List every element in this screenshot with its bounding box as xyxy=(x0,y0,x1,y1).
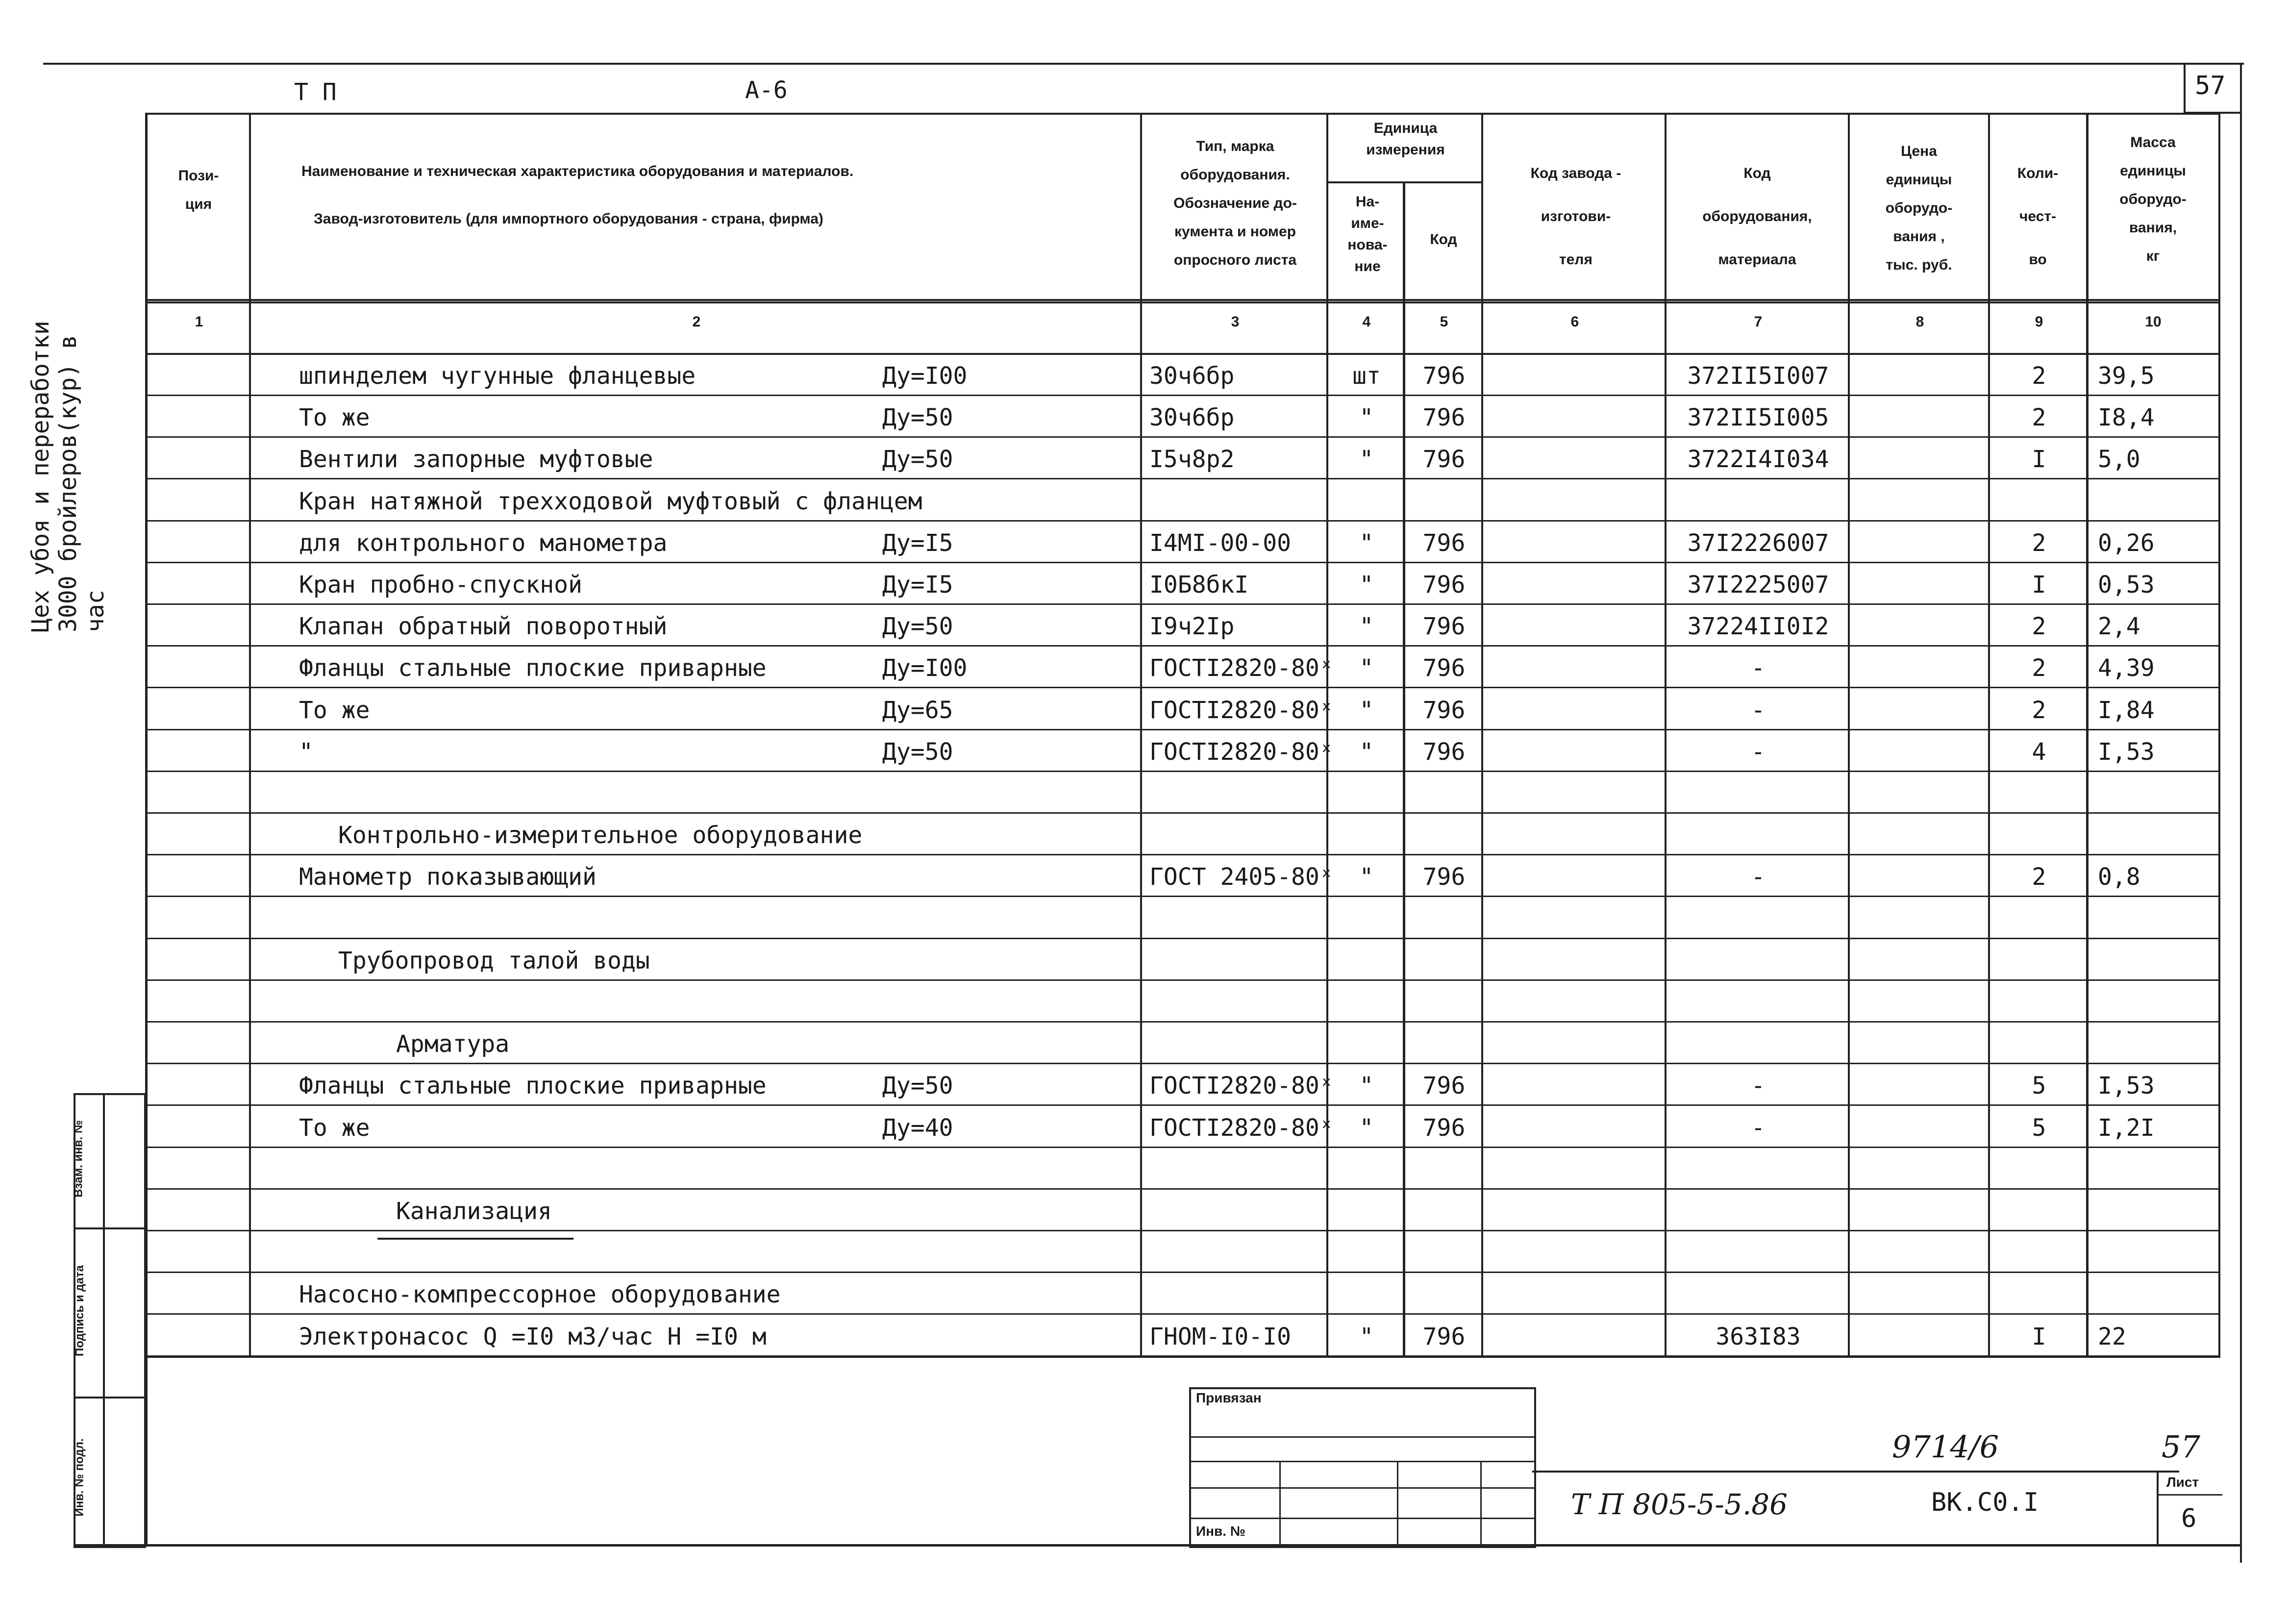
item-unit xyxy=(1328,1277,1405,1314)
item-mass xyxy=(2098,1277,2215,1314)
col-num-9: 9 xyxy=(2035,314,2043,330)
item-unit-code: 796 xyxy=(1422,446,1466,473)
item-dn: Ду=50 xyxy=(882,404,953,431)
item-name: Трубопровод талой воды xyxy=(338,947,650,974)
item-material-code: 363I83 xyxy=(1716,1323,1801,1350)
item-name: Фланцы стальные плоские приварные xyxy=(299,654,767,682)
item-type xyxy=(1149,902,1336,939)
item-unit xyxy=(1328,985,1405,1022)
item-material-code xyxy=(1666,944,1850,980)
col-name-header-a: Наименование и техническая характеристика оборудования и материалов. xyxy=(301,163,854,179)
item-dn: Ду=50 xyxy=(882,1072,953,1099)
item-qty xyxy=(1990,818,2088,855)
item-unit-code: 796 xyxy=(1422,404,1466,431)
item-unit: " xyxy=(1359,613,1374,640)
item-unit-code: 796 xyxy=(1422,738,1466,766)
item-mass xyxy=(2098,902,2215,939)
item-material-code: 37I2225007 xyxy=(1687,571,1829,599)
item-name xyxy=(299,985,912,1022)
item-unit-code: 796 xyxy=(1422,1072,1466,1099)
item-unit-code xyxy=(1405,902,1483,939)
item-type: I4МI-00-00 xyxy=(1149,529,1291,557)
item-material-code: - xyxy=(1751,697,1766,724)
item-material-code xyxy=(1666,1152,1850,1189)
item-mass: 22 xyxy=(2098,1323,2126,1350)
item-qty xyxy=(1990,944,2088,980)
item-name: Фланцы стальные плоские приварные xyxy=(299,1072,767,1099)
item-unit: " xyxy=(1359,1072,1374,1099)
item-qty: 2 xyxy=(2032,404,2046,431)
item-dn: Ду=50 xyxy=(882,738,953,766)
item-unit-code xyxy=(1405,1194,1483,1231)
item-qty xyxy=(1990,776,2088,813)
item-unit-code xyxy=(1405,1027,1483,1064)
item-unit xyxy=(1328,944,1405,980)
col-unit-name-header: На- име- нова- ние xyxy=(1347,194,1388,275)
col-mass-header: Масса единицы оборудо- вания, кг xyxy=(2119,134,2187,264)
item-dn xyxy=(882,902,1010,939)
item-qty: 2 xyxy=(2032,529,2046,557)
item-unit-code xyxy=(1405,985,1483,1022)
col-num-3: 3 xyxy=(1231,314,1240,330)
album-number: 9714/6 xyxy=(1892,1429,1999,1465)
item-dn: Ду=50 xyxy=(882,613,953,640)
item-qty xyxy=(1990,1152,2088,1189)
item-unit-code: 796 xyxy=(1422,863,1466,891)
item-mass: 2,4 xyxy=(2098,613,2140,640)
item-qty: 2 xyxy=(2032,362,2046,390)
item-dn: Ду=40 xyxy=(882,1114,953,1142)
item-material-code xyxy=(1666,902,1850,939)
item-unit-code: 796 xyxy=(1422,613,1466,640)
item-mass: 0,8 xyxy=(2098,863,2140,891)
item-material-code xyxy=(1666,484,1850,521)
item-mass: 5,0 xyxy=(2098,446,2140,473)
item-dn: Ду=I00 xyxy=(882,362,968,390)
item-material-code: 37224II0I2 xyxy=(1687,613,1829,640)
col-num-5: 5 xyxy=(1440,314,1448,330)
item-type xyxy=(1149,1277,1336,1314)
item-mass: 4,39 xyxy=(2098,654,2155,682)
item-name: Манометр показывающий xyxy=(299,863,597,891)
item-qty xyxy=(1990,902,2088,939)
item-dn: Ду=I5 xyxy=(882,529,953,557)
item-unit-code: 796 xyxy=(1422,697,1466,724)
item-qty: 2 xyxy=(2032,654,2046,682)
item-unit: " xyxy=(1359,446,1374,473)
item-material-code: 37I2226007 xyxy=(1687,529,1829,557)
item-unit-code: 796 xyxy=(1422,362,1466,390)
item-qty xyxy=(1990,1236,2088,1273)
col-name-header-b: Завод-изготовитель (для импортного оборудования - страна, фирма) xyxy=(314,211,823,227)
side-title-line-1: Цех убоя и переработки xyxy=(27,321,54,632)
col-unit-header: Единица измерения xyxy=(1366,120,1445,158)
item-unit xyxy=(1328,902,1405,939)
item-type: I5ч8р2 xyxy=(1149,446,1235,473)
item-material-code: 372II5I005 xyxy=(1687,404,1829,431)
item-name: Насосно-компрессорное оборудование xyxy=(299,1281,781,1308)
designation: Т П 805-5-5.86 xyxy=(1571,1488,1788,1521)
item-material-code: - xyxy=(1751,1072,1766,1099)
item-unit-code: 796 xyxy=(1422,529,1466,557)
item-type xyxy=(1149,484,1336,521)
item-mass xyxy=(2098,484,2215,521)
series-label: Т П xyxy=(294,78,337,106)
item-qty: I xyxy=(2032,1323,2046,1350)
item-qty xyxy=(1990,1194,2088,1231)
item-name: Вентили запорные муфтовые xyxy=(299,446,653,473)
item-name xyxy=(299,1236,912,1273)
item-name xyxy=(299,1152,912,1189)
item-dn xyxy=(882,1152,1010,1189)
col-num-6: 6 xyxy=(1570,314,1579,330)
item-unit: " xyxy=(1359,1114,1374,1142)
item-name: Контрольно-измерительное оборудование xyxy=(338,822,863,849)
item-name: Кран пробно-спускной xyxy=(299,571,582,599)
item-mass xyxy=(2098,1027,2215,1064)
item-type: ГОСТI2820-80ˣ xyxy=(1149,1114,1334,1142)
item-unit: " xyxy=(1359,863,1374,891)
item-material-code xyxy=(1666,1194,1850,1231)
item-type xyxy=(1149,944,1336,980)
item-unit: " xyxy=(1359,529,1374,557)
item-type: ГОСТ 2405-80ˣ xyxy=(1149,863,1334,891)
bound-label: Привязан xyxy=(1196,1390,1262,1405)
item-mass: I,2I xyxy=(2098,1114,2155,1142)
item-material-code xyxy=(1666,776,1850,813)
item-qty: I xyxy=(2032,571,2046,599)
inv-label: Инв. № xyxy=(1196,1524,1246,1539)
item-dn xyxy=(882,944,1010,980)
item-unit xyxy=(1328,1027,1405,1064)
item-type xyxy=(1149,1152,1336,1189)
col-num-10: 10 xyxy=(2145,314,2162,330)
item-material-code xyxy=(1666,1236,1850,1273)
item-unit: " xyxy=(1359,404,1374,431)
item-unit-code xyxy=(1405,944,1483,980)
item-qty xyxy=(1990,484,2088,521)
item-material-code: - xyxy=(1751,863,1766,891)
item-type xyxy=(1149,1236,1336,1273)
item-name: " xyxy=(299,738,313,766)
item-dn xyxy=(882,1194,1010,1231)
item-material-code: 3722I4I034 xyxy=(1687,446,1829,473)
item-qty: I xyxy=(2032,446,2046,473)
item-material-code: 372II5I007 xyxy=(1687,362,1829,390)
item-mass: 0,26 xyxy=(2098,529,2155,557)
item-type xyxy=(1149,776,1336,813)
item-type: I9ч2Iр xyxy=(1149,613,1235,640)
item-unit-code xyxy=(1405,1236,1483,1273)
item-unit-code xyxy=(1405,776,1483,813)
item-dn xyxy=(882,818,1010,855)
item-material-code xyxy=(1666,1277,1850,1314)
item-mass xyxy=(2098,776,2215,813)
item-qty: 5 xyxy=(2032,1072,2046,1099)
item-mass: I8,4 xyxy=(2098,404,2155,431)
item-mass xyxy=(2098,1194,2215,1231)
item-unit: шт xyxy=(1352,362,1381,390)
col-num-4: 4 xyxy=(1362,314,1371,330)
item-material-code: - xyxy=(1751,1114,1766,1142)
item-mass: 0,53 xyxy=(2098,571,2155,599)
item-unit xyxy=(1328,1236,1405,1273)
item-material-code xyxy=(1666,985,1850,1022)
item-type: ГНОМ-I0-I0 xyxy=(1149,1323,1291,1350)
item-type xyxy=(1149,1027,1336,1064)
col-num-1: 1 xyxy=(195,314,203,330)
item-dn xyxy=(882,985,1010,1022)
item-mass: 39,5 xyxy=(2098,362,2155,390)
item-name: Кран натяжной трехходовой муфтовый с фланцем xyxy=(299,488,922,515)
item-unit-code: 796 xyxy=(1422,571,1466,599)
item-unit xyxy=(1328,1152,1405,1189)
item-dn xyxy=(882,1277,1010,1314)
item-type: ГОСТI2820-80ˣ xyxy=(1149,738,1334,766)
item-unit-code xyxy=(1405,1277,1483,1314)
item-mass xyxy=(2098,944,2215,980)
item-type xyxy=(1149,985,1336,1022)
item-dn xyxy=(882,860,1010,897)
item-dn: Ду=50 xyxy=(882,446,953,473)
item-unit xyxy=(1328,776,1405,813)
frame-bottom xyxy=(74,1544,2242,1547)
col-maker-code-header: Код завода - изготови- теля xyxy=(1530,165,1621,268)
item-dn: Ду=I00 xyxy=(882,654,968,682)
item-unit xyxy=(1328,1194,1405,1231)
canalization-underline xyxy=(377,1238,573,1240)
item-unit xyxy=(1328,484,1405,521)
item-qty xyxy=(1990,1027,2088,1064)
item-mass: I,84 xyxy=(2098,697,2155,724)
item-name: То же xyxy=(299,1114,370,1142)
col-num-2: 2 xyxy=(692,314,701,330)
item-mass xyxy=(2098,818,2215,855)
page-number-top: 57 xyxy=(2195,71,2226,100)
item-mass: I,53 xyxy=(2098,1072,2155,1099)
col-position-header: Пози- ция xyxy=(178,168,219,212)
item-unit: " xyxy=(1359,654,1374,682)
item-type: 30ч6бр xyxy=(1149,404,1235,431)
item-mass xyxy=(2098,985,2215,1022)
item-type: ГОСТI2820-80ˣ xyxy=(1149,1072,1334,1099)
item-dn xyxy=(882,1320,1010,1356)
doc-code: ВК.С0.I xyxy=(1931,1488,2039,1517)
item-qty: 5 xyxy=(2032,1114,2046,1142)
item-name: Канализация xyxy=(396,1198,552,1225)
item-qty: 2 xyxy=(2032,863,2046,891)
col-qty-header: Коли- чест- во xyxy=(2017,165,2059,268)
col-type-header: Тип, марка оборудования. Обозначение до- кумента и номер опросного листа xyxy=(1173,138,1297,268)
item-name xyxy=(299,902,912,939)
item-name: То же xyxy=(299,404,370,431)
item-unit-code: 796 xyxy=(1422,654,1466,682)
item-dn: Ду=65 xyxy=(882,697,953,724)
album-label: А-6 xyxy=(745,76,788,104)
table-bottom xyxy=(145,1355,2220,1358)
col-num-7: 7 xyxy=(1754,314,1763,330)
item-unit-code: 796 xyxy=(1422,1114,1466,1142)
side-field-sign: Подпись и дата xyxy=(73,1265,86,1356)
item-name: шпинделем чугунные фланцевые xyxy=(299,362,696,390)
side-title-line-2: 3000 бройлеров(кур) в час xyxy=(54,335,109,632)
sheet-number-handwritten: 57 xyxy=(2162,1429,2200,1465)
col-unit-code-header: Код xyxy=(1430,231,1457,248)
item-material-code xyxy=(1666,818,1850,855)
item-qty: 2 xyxy=(2032,613,2046,640)
item-mass xyxy=(2098,1236,2215,1273)
item-qty: 2 xyxy=(2032,697,2046,724)
side-title xyxy=(27,319,115,632)
item-qty: 4 xyxy=(2032,738,2046,766)
col-material-code-header: Код оборудования, материала xyxy=(1702,165,1812,268)
item-name: Клапан обратный поворотный xyxy=(299,613,668,640)
item-name xyxy=(299,776,912,813)
item-unit: " xyxy=(1359,571,1374,599)
item-mass xyxy=(2098,1152,2215,1189)
item-dn xyxy=(882,1236,1010,1273)
item-unit-code xyxy=(1405,1152,1483,1189)
item-unit-code xyxy=(1405,484,1483,521)
item-dn: Ду=I5 xyxy=(882,571,953,599)
item-name: для контрольного манометра xyxy=(299,529,668,557)
item-name: То же xyxy=(299,697,370,724)
item-dn xyxy=(882,1027,1010,1064)
item-dn xyxy=(882,484,1010,521)
frame-right xyxy=(2240,63,2242,1563)
item-type: 30ч6бр xyxy=(1149,362,1235,390)
item-type: I0Б8бкI xyxy=(1149,571,1249,599)
side-field-inv: Инв. № подл. xyxy=(73,1438,86,1517)
item-type xyxy=(1149,1194,1336,1231)
item-name: Электронасос Q =I0 м3/час Н =I0 м xyxy=(299,1323,767,1350)
item-unit: " xyxy=(1359,738,1374,766)
item-unit-code: 796 xyxy=(1422,1323,1466,1350)
sheet-value: 6 xyxy=(2181,1504,2197,1533)
item-material-code: - xyxy=(1751,738,1766,766)
item-name: Арматура xyxy=(396,1030,510,1058)
item-type: ГОСТI2820-80ˣ xyxy=(1149,654,1334,682)
item-material-code xyxy=(1666,1027,1850,1064)
col-num-8: 8 xyxy=(1915,314,1924,330)
item-unit xyxy=(1328,818,1405,855)
item-mass: I,53 xyxy=(2098,738,2155,766)
item-qty xyxy=(1990,1277,2088,1314)
sheet-label: Лист xyxy=(2166,1474,2199,1490)
item-qty xyxy=(1990,985,2088,1022)
item-type: ГОСТI2820-80ˣ xyxy=(1149,697,1334,724)
col-price-header: Цена единицы оборудо- вания , тыс. руб. xyxy=(1885,143,1953,273)
item-unit-code xyxy=(1405,818,1483,855)
side-field-replace: Взам. инв. № xyxy=(72,1120,85,1198)
item-type xyxy=(1149,818,1336,855)
item-material-code: - xyxy=(1751,654,1766,682)
item-unit: " xyxy=(1359,1323,1374,1350)
item-unit: " xyxy=(1359,697,1374,724)
item-dn xyxy=(882,776,1010,813)
frame-top xyxy=(43,63,2244,65)
titleblock-top xyxy=(1532,1471,2179,1473)
